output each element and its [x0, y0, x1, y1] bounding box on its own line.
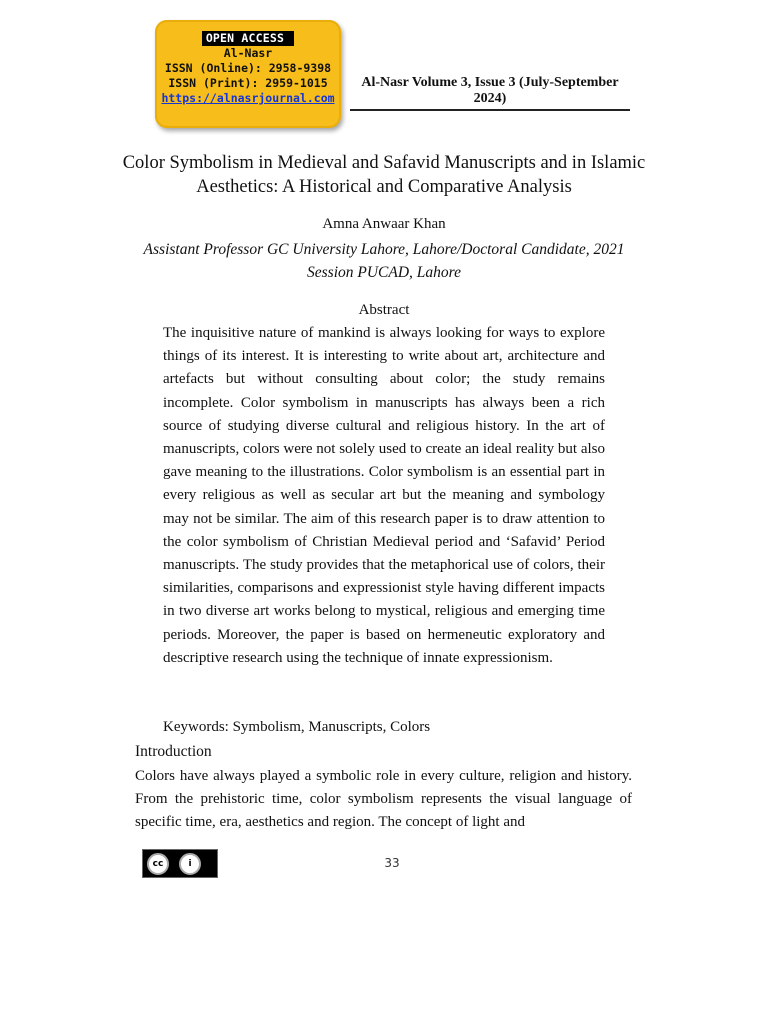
abstract-text: The inquisitive nature of mankind is always looking for ways to explore things of its interest. It is interesting to write about art, architecture and artefacts but without consulting about color; the study remains incomplete. Color symbolism in manuscripts has always been a rich source of studying diverse cultural and religious history. In the art of manuscripts, colors were not solely used to create an ideal reality but also gave meaning to the illustrations. Color symbolism is an essential part in every religious as well as secular art but the meaning and symbology may not be similar. The aim of this research paper is to draw attention to the color symbolism of Christian Medieval period and ‘Safavid’ Period manuscripts. The study provides that the metaphorical use of colors, their similarities, comparisons and expressionist style having different impacts in two diverse art works belong to mystical, religious and emerging time periods. Moreover, the paper is based on hermeneutic exploratory and descriptive research using the technique of innate expressionism. — [163, 325, 605, 666]
author-affiliation: Assistant Professor GC University Lahore, Lahore/Doctoral Candidate, 2021 Session PUCAD, Lahore — [143, 241, 625, 281]
paper-title: Color Symbolism in Medieval and Safavid Manuscripts and in Islamic Aesthetics: A Historical and Comparative Analysis — [122, 153, 646, 197]
open-access-badge — [155, 20, 341, 128]
keywords-list: Symbolism, Manuscripts, Colors — [232, 719, 431, 735]
attribution-person-icon: i — [179, 853, 201, 875]
author-name: Amna Anwaar Khan — [322, 216, 446, 232]
issn-online: ISSN (Online): 2958-9398 — [164, 61, 332, 75]
journal-url-link[interactable]: https://alnasrjournal.com — [161, 91, 335, 105]
journal-issue-header: Al-Nasr Volume 3, Issue 3 (July-September 2024) — [350, 75, 630, 111]
keywords-line — [163, 719, 605, 736]
keywords-label: Keywords: — [163, 719, 229, 735]
abstract-heading: Abstract — [358, 302, 410, 318]
issn-print: ISSN (Print): 2959-1015 — [168, 76, 328, 90]
page-number: 33 — [384, 856, 400, 870]
journal-name: Al-Nasr — [223, 46, 273, 60]
introduction-text: Colors have always played a symbolic role in every culture, religion and history. From the prehistoric time, color symbolism represents the visual language of specific time, era, aesthetics and region. The concept of light and — [135, 768, 632, 831]
cc-by-license-icon[interactable] — [142, 849, 218, 878]
open-access-label: OPEN ACCESS — [202, 31, 294, 46]
by-label: BY — [187, 868, 195, 875]
cc-circle-icon: cc — [147, 853, 169, 875]
introduction-heading: Introduction — [135, 743, 212, 760]
